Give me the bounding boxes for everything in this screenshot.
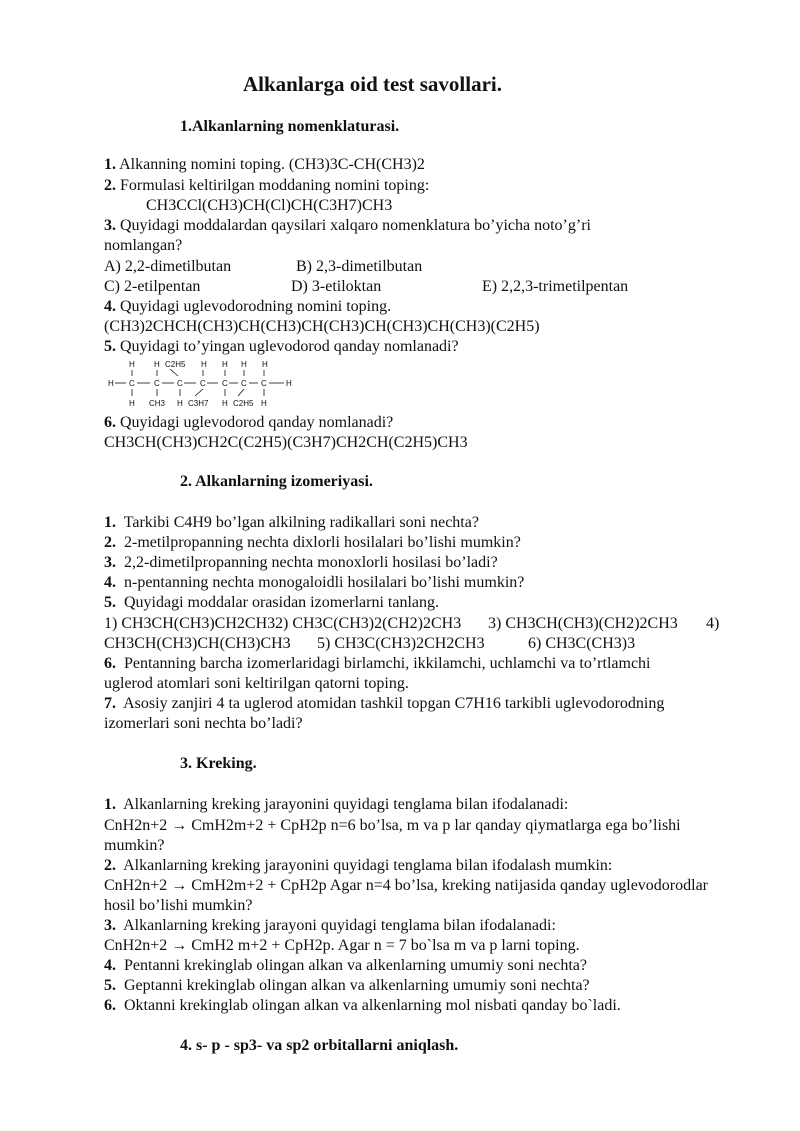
struct-right-h: H bbox=[286, 379, 292, 388]
s1-q3-option-d: D) 3-etiloktan bbox=[291, 278, 382, 295]
struct-c7: C bbox=[261, 379, 267, 388]
s3-question-6: 6. Oktanni krekinglab olingan alkan va alkenlarning mol nisbati qanday bo`ladi. bbox=[104, 997, 621, 1014]
struct-left-h: H bbox=[108, 379, 114, 388]
s1-question-2: 2. Formulasi keltirilgan moddaning nomini toping: bbox=[104, 177, 430, 194]
structural-formula bbox=[104, 358, 304, 410]
s1-q2-formula: CH3CCl(CH3)CH(Cl)CH(C3H7)CH3 bbox=[146, 197, 393, 214]
s2-q7-continuation: izomerlari soni nechta bo’ladi? bbox=[104, 715, 303, 732]
s2-q5-option-4-formula: CH3CH(CH3)CH(CH3)CH3 bbox=[104, 635, 291, 652]
s2-q5-option-2: 2) CH3C(CH3)2(CH2)2CH3 bbox=[275, 615, 462, 632]
s2-question-3: 3. 2,2-dimetilpropanning nechta monoxlorli hosilasi bo’ladi? bbox=[104, 554, 498, 571]
s1-q3-option-e: E) 2,2,3-trimetilpentan bbox=[482, 278, 629, 295]
s1-question-3: 3. Quyidagi moddalardan qaysilari xalqaro nomenklatura bo’yicha noto’g’ri bbox=[104, 217, 591, 234]
struct-top-h3: H bbox=[201, 360, 207, 369]
struct-c4: C bbox=[200, 379, 206, 388]
s2-q5-option-6: 6) CH3C(CH3)3 bbox=[528, 635, 636, 652]
s3-question-5: 5. Geptanni krekinglab olingan alkan va alkenlarning umumiy soni nechta? bbox=[104, 977, 590, 994]
s1-q3-option-a: A) 2,2-dimetilbutan bbox=[104, 258, 232, 275]
struct-bottom-h1: H bbox=[129, 399, 135, 408]
s3-question-4: 4. Pentanni krekinglab olingan alkan va alkenlarning umumiy soni nechta? bbox=[104, 957, 587, 974]
section-2-heading: 2. Alkanlarning izomeriyasi. bbox=[180, 473, 373, 490]
s1-q3-option-b: B) 2,3-dimetilbutan bbox=[296, 258, 423, 275]
s1-q3-continuation: nomlangan? bbox=[104, 237, 183, 254]
struct-c1: C bbox=[129, 379, 135, 388]
struct-c5: C bbox=[222, 379, 228, 388]
s2-question-2: 2. 2-metilpropanning nechta dixlorli hosilalari bo’lishi mumkin? bbox=[104, 534, 521, 551]
s1-q3-option-c: C) 2-etilpentan bbox=[104, 278, 201, 295]
struct-bottom-c3h7: C3H7 bbox=[188, 399, 209, 408]
s1-question-4: 4. Quyidagi uglevodorodning nomini toping. bbox=[104, 298, 392, 315]
s3-q1-equation: CnH2n+2 → CmH2m+2 + CpH2p n=6 bo’lsa, m va p lar qanday qiymatlarga ega bo’lishi bbox=[104, 817, 681, 834]
section-1-heading: 1.Alkanlarning nomenklaturasi. bbox=[180, 118, 400, 135]
s2-q6-continuation: uglerod atomlari soni keltirilgan qatorni toping. bbox=[104, 675, 409, 692]
s1-question-6: 6. Quyidagi uglevodorod qanday nomlanadi? bbox=[104, 414, 394, 431]
struct-bottom-h2: H bbox=[177, 399, 183, 408]
struct-top-h2: H bbox=[154, 360, 160, 369]
s3-q2-continuation: hosil bo’lishi mumkin? bbox=[104, 897, 253, 914]
s3-q1-continuation: mumkin? bbox=[104, 837, 165, 854]
s2-question-1: 1. Tarkibi C4H9 bo’lgan alkilning radikallari soni nechta? bbox=[104, 514, 479, 531]
s2-q5-option-1: 1) CH3CH(CH3)CH2CH3 bbox=[104, 615, 276, 632]
s2-question-5: 5. Quyidagi moddalar orasidan izomerlarni tanlang. bbox=[104, 594, 440, 611]
struct-top-h1: H bbox=[129, 360, 135, 369]
struct-top-h4: H bbox=[222, 360, 228, 369]
struct-bottom-h3: H bbox=[222, 399, 228, 408]
s2-question-4: 4. n-pentanning nechta monogaloidli hosilalari bo’lishi mumkin? bbox=[104, 574, 525, 591]
struct-bottom-ch3: CH3 bbox=[149, 399, 166, 408]
s3-question-2: 2. Alkanlarning kreking jarayonini quyidagi tenglama bilan ifodalash mumkin: bbox=[104, 857, 613, 874]
s1-q4-formula: (CH3)2CHCH(CH3)CH(CH3)CH(CH3)CH(CH3)CH(CH3)(C2H5) bbox=[104, 318, 540, 335]
struct-c6: C bbox=[241, 379, 247, 388]
struct-c2: C bbox=[154, 379, 160, 388]
section-4-heading: 4. s- p - sp3- va sp2 orbitallarni aniqlash. bbox=[180, 1037, 459, 1054]
s3-question-1: 1. Alkanlarning kreking jarayonini quyidagi tenglama bilan ifodalanadi: bbox=[104, 796, 569, 813]
s3-q2-equation: CnH2n+2 → CmH2m+2 + CpH2p Agar n=4 bo’lsa, kreking natijasida qanday uglevodorodlar bbox=[104, 877, 709, 894]
s1-question-1: 1. Alkanning nomini toping. (CH3)3C-CH(CH3)2 bbox=[104, 156, 425, 173]
s2-q5-option-5: 5) CH3C(CH3)2CH2CH3 bbox=[317, 635, 485, 652]
s3-q3-equation: CnH2n+2 → CmH2 m+2 + CpH2p. Agar n = 7 bo`lsa m va p larni toping. bbox=[104, 937, 580, 954]
struct-c3: C bbox=[177, 379, 183, 388]
s2-question-7: 7. Asosiy zanjiri 4 ta uglerod atomidan tashkil topgan C7H16 tarkibli uglevodorodning bbox=[104, 695, 665, 712]
section-3-heading: 3. Kreking. bbox=[180, 755, 257, 772]
s1-q6-formula: CH3CH(CH3)CH2C(C2H5)(C3H7)CH2CH(C2H5)CH3 bbox=[104, 434, 468, 451]
struct-bottom-h4: H bbox=[261, 399, 267, 408]
s2-q5-option-3: 3) CH3CH(CH3)(CH2)2CH3 bbox=[488, 615, 678, 632]
struct-top-h5: H bbox=[241, 360, 247, 369]
struct-bottom-c2h5: C2H5 bbox=[233, 399, 254, 408]
s1-question-5: 5. Quyidagi to’yingan uglevodorod qanday nomlanadi? bbox=[104, 338, 459, 355]
s3-question-3: 3. Alkanlarning kreking jarayoni quyidagi tenglama bilan ifodalanadi: bbox=[104, 917, 556, 934]
s2-question-6: 6. Pentanning barcha izomerlaridagi birlamchi, ikkilamchi, uchlamchi va to’rtlamchi bbox=[104, 655, 651, 672]
struct-top-c2h5: C2H5 bbox=[165, 360, 186, 369]
struct-top-h6: H bbox=[262, 360, 268, 369]
page-title: Alkanlarga oid test savollari. bbox=[242, 72, 502, 96]
s2-q5-option-4-label: 4) bbox=[706, 615, 720, 632]
